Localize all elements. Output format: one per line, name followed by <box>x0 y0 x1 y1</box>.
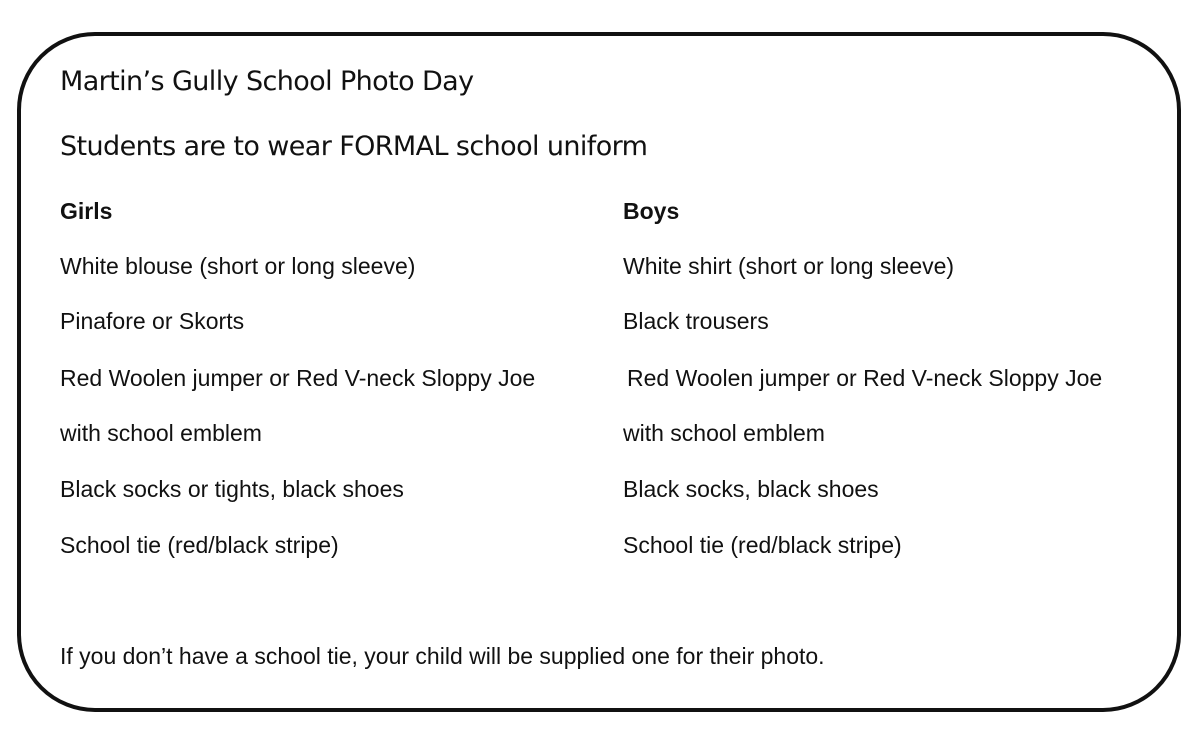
girls-heading: Girls <box>60 198 113 224</box>
girls-item-emblem: with school emblem <box>60 420 262 446</box>
girls-item-pinafore: Pinafore or Skorts <box>60 308 245 334</box>
notice-title: Martin’s Gully School Photo Day <box>60 66 474 97</box>
girls-item-socks: Black socks or tights, black shoes <box>60 476 404 502</box>
boys-item-emblem: with school emblem <box>623 420 825 446</box>
boys-item-jumper: Red Woolen jumper or Red V-neck Sloppy Joe <box>627 365 1103 391</box>
girls-item-blouse: White blouse (short or long sleeve) <box>60 253 416 279</box>
footer-note: If you don’t have a school tie, your child will be supplied one for their photo. <box>60 643 825 669</box>
notice-subtitle: Students are to wear FORMAL school uniform <box>60 131 648 162</box>
boys-item-trousers: Black trousers <box>623 308 769 334</box>
boys-item-shirt: White shirt (short or long sleeve) <box>623 253 955 279</box>
boys-item-socks: Black socks, black shoes <box>623 476 879 502</box>
girls-item-jumper: Red Woolen jumper or Red V-neck Sloppy Joe <box>60 365 536 391</box>
boys-heading: Boys <box>623 198 680 224</box>
boys-item-tie: School tie (red/black stripe) <box>623 532 902 558</box>
girls-item-tie: School tie (red/black stripe) <box>60 532 339 558</box>
